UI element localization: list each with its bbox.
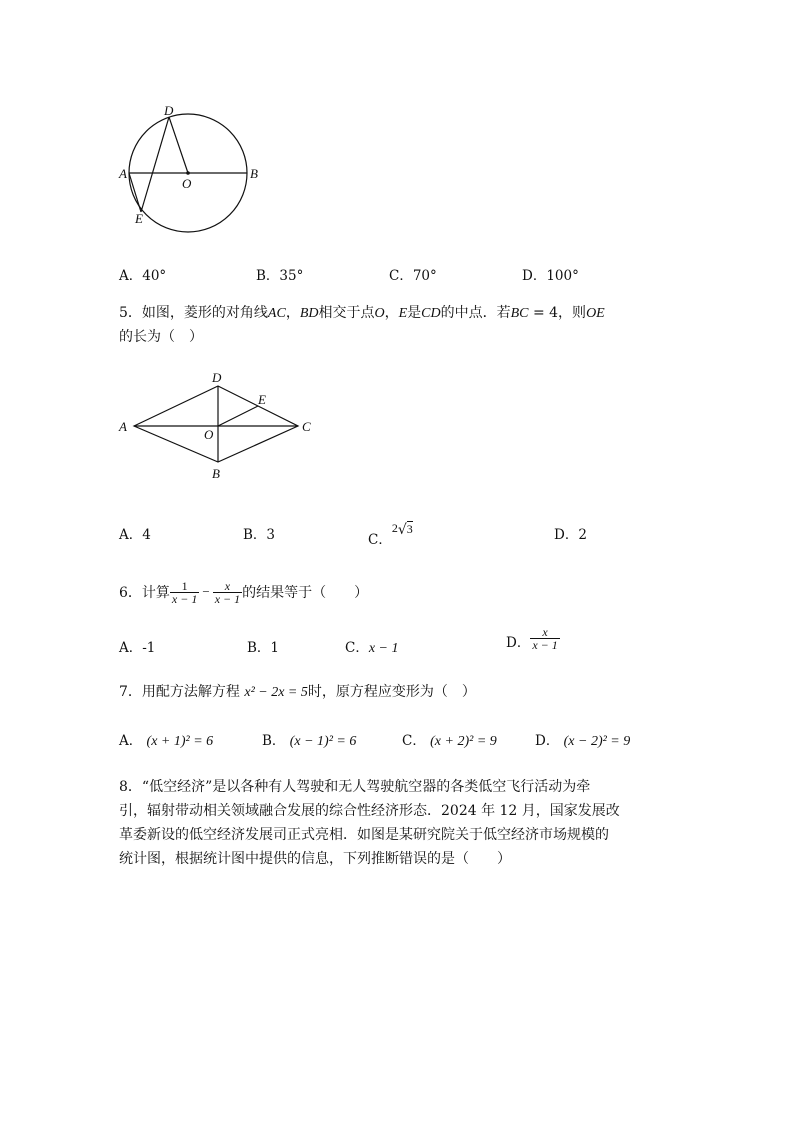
q5-rhombus bbox=[134, 386, 298, 462]
q8-line-2: 引，辐射带动相关领域融合发展的综合性经济形态．2024 年 12 月，国家发展改 bbox=[119, 803, 620, 819]
q4-label-e: E bbox=[135, 211, 143, 226]
q6-fraction-2: $\frac{x}{x - 1}$ bbox=[214, 578, 241, 606]
q4-circle-figure bbox=[110, 100, 280, 240]
q4-label-a: A bbox=[119, 166, 127, 181]
q4-option-a: A．40° bbox=[119, 268, 167, 284]
q5-label-e: E bbox=[258, 392, 266, 407]
q5-segment-oe bbox=[218, 406, 258, 426]
q4-center-dot bbox=[186, 171, 190, 175]
q8-line-3: 革委新设的低空经济发展司正式亮相．如图是某研究院关于低空经济市场规模的 bbox=[119, 827, 609, 843]
q6-option-b: B．1 bbox=[247, 640, 280, 656]
q4-option-b: B．35° bbox=[256, 268, 304, 284]
q7-option-a: A． (x + 1)² = 6 bbox=[119, 733, 214, 749]
q5-label-d: D bbox=[212, 370, 222, 385]
q5-label-a: A bbox=[119, 419, 127, 434]
q4-segment-ad bbox=[129, 173, 141, 212]
q7-stem: 7．用配方法解方程 x² − 2x = 5时，原方程应变形为（ ） bbox=[119, 684, 476, 700]
q5-option-d: D．2 bbox=[554, 527, 587, 543]
q4-option-d: D．100° bbox=[522, 268, 579, 284]
q4-label-o: O bbox=[182, 176, 192, 191]
q4-segment-de bbox=[141, 117, 169, 212]
q5-label-o: O bbox=[204, 427, 214, 442]
q4-label-b: B bbox=[250, 166, 258, 181]
q8-line-4: 统计图，根据统计图中提供的信息，下列推断错误的是（ ） bbox=[119, 851, 511, 867]
q8-line-1: 8．“低空经济”是以各种有人驾驶和无人驾驶航空器的各类低空飞行活动为牵 bbox=[119, 779, 591, 795]
q7-option-b: B． (x − 1)² = 6 bbox=[262, 733, 357, 749]
q4-label-d: D bbox=[164, 103, 174, 118]
q5-option-a: A．4 bbox=[119, 527, 151, 543]
q7-option-c: C． (x + 2)² = 9 bbox=[402, 733, 497, 749]
q4-option-c: C．70° bbox=[389, 268, 437, 284]
q5-stem-line2: 的长为（ ） bbox=[119, 329, 203, 345]
q6-option-d-fraction: $\frac{x}{x - 1}$ bbox=[532, 625, 558, 652]
q6-stem: 6．计算 $\frac{1}{x - 1}$ − $\frac{x}{x - 1}$ 的结果等于（ ） bbox=[119, 578, 369, 606]
q5-stem-line1: 5．如图，菱形的对角线AC，BD相交于点O，E是CD的中点．若BC = 4，则OE bbox=[119, 305, 605, 321]
q5-option-b: B．3 bbox=[243, 527, 276, 543]
q5-rhombus-figure bbox=[110, 365, 330, 487]
sqrt-symbol: √ bbox=[397, 522, 407, 538]
q5-label-c: C bbox=[302, 419, 311, 434]
q7-option-d: D． (x − 2)² = 9 bbox=[535, 733, 631, 749]
q5-option-c: C．2√3 bbox=[368, 521, 413, 548]
q6-option-a: A．-1 bbox=[119, 640, 156, 656]
q5-label-b: B bbox=[212, 466, 220, 481]
q6-fraction-1: $\frac{1}{x - 1}$ bbox=[171, 578, 198, 606]
q6-option-c: C．x − 1 bbox=[345, 640, 399, 656]
q6-option-d: D． $\frac{x}{x - 1}$ bbox=[506, 625, 558, 652]
q4-segment-do bbox=[169, 117, 188, 173]
